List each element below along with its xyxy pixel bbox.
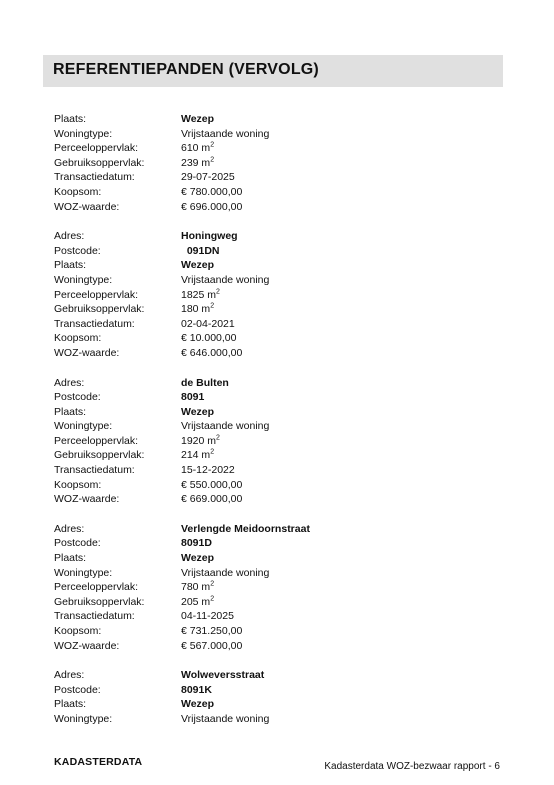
field-label: Woningtype: [54,127,113,140]
field-value-text: 02-04-2021 [181,317,235,330]
field-row [54,156,494,171]
field-row [54,536,494,551]
field-value [181,683,494,698]
field-value [181,419,494,434]
field-row [54,258,494,273]
unit-superscript: 2 [210,156,215,164]
field-value [181,288,494,303]
field-value [181,405,494,420]
field-label: Postcode: [54,244,101,257]
field-row [54,170,494,185]
field-label: Gebruiksoppervlak: [54,449,145,462]
field-value-text: € 567.000,00 [181,639,243,652]
field-row [54,712,494,727]
field-row [54,346,494,361]
field-value [181,551,494,566]
field-row [54,668,494,683]
field-label: Woningtype: [54,566,113,579]
field-value-text: € 10.000,00 [181,332,237,345]
field-label: Perceeloppervlak: [54,434,139,447]
field-row [54,697,494,712]
field-row [54,141,494,156]
field-value-text: 29-07-2025 [181,171,235,184]
field-value-text: Wezep [181,113,215,125]
unit-superscript: 2 [216,434,220,442]
field-value [181,434,494,449]
field-row [54,683,494,698]
field-value [181,697,494,712]
field-label: Perceeloppervlak: [54,581,139,594]
field-value [181,346,494,361]
unit-superscript: 2 [210,595,215,603]
field-row [54,419,494,434]
field-value-text: Vrijstaande woning [181,127,270,140]
field-label: Woningtype: [54,273,113,286]
field-value [181,185,494,200]
field-value [181,668,494,683]
field-label: Perceeloppervlak: [54,142,139,155]
field-row [54,434,494,449]
field-value-text: Vrijstaande woning [181,566,270,579]
field-row [54,463,494,478]
field-row [54,609,494,624]
field-value [181,448,494,463]
field-label: Koopsom: [54,185,102,198]
field-value-text: € 780.000,00 [181,185,243,198]
field-value [181,624,494,639]
field-label: Koopsom: [54,332,102,345]
field-value-text: Wolweversstraat [181,669,265,682]
field-label: Perceeloppervlak: [54,288,139,301]
field-value-text: 1920 m [181,434,217,447]
field-value [181,170,494,185]
field-row [54,624,494,639]
field-value [181,229,494,244]
field-label: Adres: [54,669,85,682]
field-value-text: 1825 m [181,288,217,301]
field-value-text: € 550.000,00 [181,478,243,491]
field-value-text: Verlengde Meidoornstraat [181,522,310,535]
field-value-text: 205 m [181,595,211,608]
property-record [54,112,494,214]
field-row [54,317,494,332]
property-record [54,376,494,507]
field-label: Adres: [54,522,85,535]
field-value-text: Wezep [181,405,215,418]
field-label: Koopsom: [54,625,102,637]
field-label: Transactiedatum: [54,171,135,184]
field-label: Gebruiksoppervlak: [54,303,145,316]
unit-superscript: 2 [210,448,215,456]
field-row [54,566,494,581]
unit-superscript: 2 [210,580,215,588]
field-value-text: 610 m [181,142,211,155]
field-value-text: € 646.000,00 [181,346,243,359]
property-record [54,668,494,726]
field-row [54,595,494,610]
field-label: Woningtype: [54,420,113,433]
field-value [181,200,494,215]
property-record [54,522,494,653]
field-value-text: Wezep [181,259,215,272]
field-label: Plaats: [54,405,87,418]
field-label: Postcode: [54,683,101,696]
field-value [181,712,494,727]
field-label: Koopsom: [54,478,102,491]
field-label: Plaats: [54,552,87,565]
field-value [181,258,494,273]
field-value-text: 8091 [181,391,205,404]
field-row [54,522,494,537]
field-value-text: 214 m [181,449,211,462]
field-value-text: Vrijstaande woning [181,712,270,725]
field-value-text: 091DN [181,244,220,257]
field-value-text: Wezep [181,698,215,711]
field-label: Gebruiksoppervlak: [54,156,145,169]
field-row [54,551,494,566]
field-label: WOZ-waarde: [54,639,120,652]
field-value [181,273,494,288]
field-value [181,317,494,332]
field-row [54,478,494,493]
unit-superscript: 2 [210,141,215,149]
field-value-text: Vrijstaande woning [181,420,270,433]
field-row [54,127,494,142]
field-label: WOZ-waarde: [54,200,120,213]
field-value [181,580,494,595]
field-value-text: Wezep [181,552,215,565]
field-value [181,141,494,156]
field-value [181,536,494,551]
field-value-text: 04-11-2025 [181,610,234,623]
field-row [54,244,494,259]
field-value [181,156,494,171]
field-value [181,244,494,259]
footer-brand: KADASTERDATA [54,756,143,768]
field-value-text: 180 m [181,303,211,316]
field-row [54,112,494,127]
field-row [54,273,494,288]
field-value [181,609,494,624]
field-value [181,639,494,654]
field-row [54,331,494,346]
field-row [54,229,494,244]
field-value-text: Honingweg [181,230,238,243]
field-row [54,448,494,463]
field-label: Adres: [54,376,85,389]
field-value-text: 239 m [181,156,211,169]
field-value [181,595,494,610]
field-label: WOZ-waarde: [54,346,120,359]
field-value-text: € 669.000,00 [181,493,243,506]
reference-properties-list [54,112,494,742]
field-value [181,478,494,493]
field-label: Transactiedatum: [54,317,135,330]
field-value-text: 15-12-2022 [181,464,235,477]
field-row [54,405,494,420]
field-row [54,639,494,654]
field-label: Gebruiksoppervlak: [54,595,145,608]
field-label: Plaats: [54,113,87,125]
field-value [181,376,494,391]
field-value [181,390,494,405]
field-value [181,331,494,346]
unit-superscript: 2 [216,288,220,296]
field-label: Plaats: [54,698,87,711]
field-row [54,185,494,200]
field-row [54,390,494,405]
field-label: Adres: [54,230,85,243]
field-label: Postcode: [54,391,101,404]
field-label: WOZ-waarde: [54,493,120,506]
field-row [54,580,494,595]
field-value [181,522,494,537]
field-label: Transactiedatum: [54,464,135,477]
field-value-text: 8091D [181,537,212,550]
footer-page-label: Kadasterdata WOZ-bezwaar rapport - 6 [324,761,500,772]
field-label: Transactiedatum: [54,610,135,623]
field-value-text: € 731.250,00 [181,625,243,637]
field-row [54,200,494,215]
field-label: Plaats: [54,259,87,272]
field-value-text: € 696.000,00 [181,200,243,213]
field-label: Woningtype: [54,712,113,725]
field-row [54,492,494,507]
field-value-text: 8091K [181,683,212,696]
field-value [181,302,494,317]
field-value-text: de Bulten [181,376,229,389]
unit-superscript: 2 [210,302,215,310]
field-value [181,112,494,127]
field-value [181,127,494,142]
section-header-bar [43,55,503,87]
page-title: REFERENTIEPANDEN (VERVOLG) [53,61,319,78]
field-row [54,302,494,317]
field-label: Postcode: [54,537,101,550]
field-value [181,463,494,478]
field-row [54,376,494,391]
field-value-text: 780 m [181,581,211,594]
property-record [54,229,494,360]
field-value [181,492,494,507]
field-row [54,288,494,303]
field-value [181,566,494,581]
field-value-text: Vrijstaande woning [181,273,270,286]
